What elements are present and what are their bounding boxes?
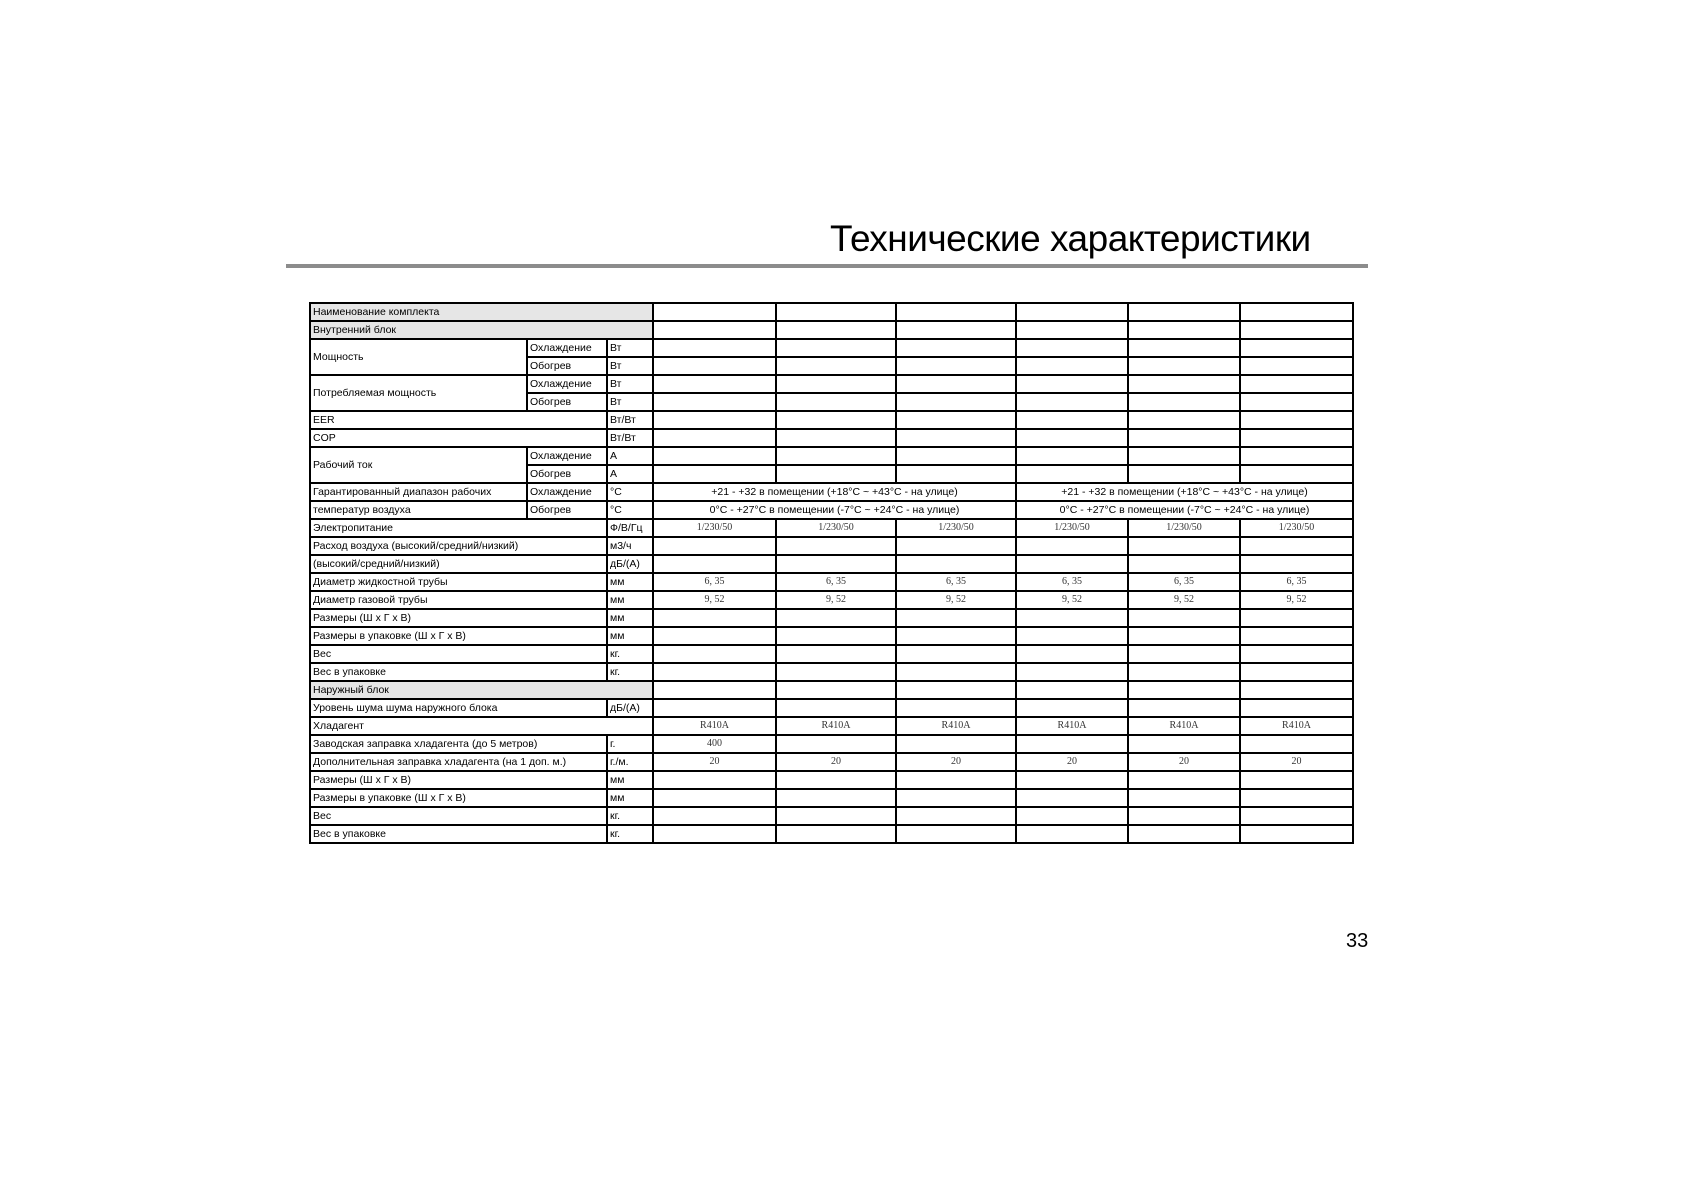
table-cell — [1240, 357, 1353, 375]
table-cell — [653, 303, 776, 321]
row-label: Расход воздуха (высокий/средний/низкий) — [310, 537, 607, 555]
table-cell — [1016, 663, 1128, 681]
value-cell: 9, 52 — [896, 591, 1016, 609]
table-cell — [653, 645, 776, 663]
value-cell: 400 — [653, 735, 776, 753]
unit-label: мм — [607, 573, 653, 591]
table-cell — [653, 699, 776, 717]
table-row — [310, 735, 1353, 753]
table-row — [310, 717, 1353, 735]
table-cell — [653, 789, 776, 807]
table-cell — [1016, 447, 1128, 465]
row-label-line1: Гарантированный диапазон рабочих — [310, 483, 527, 501]
table-cell — [896, 735, 1016, 753]
table-cell — [653, 807, 776, 825]
table-cell — [1128, 681, 1240, 699]
title-divider — [286, 264, 1368, 268]
table-cell — [1016, 771, 1128, 789]
table-cell — [653, 771, 776, 789]
value-cell: R410A — [653, 717, 776, 735]
table-cell — [776, 663, 896, 681]
row-label: Размеры (Ш х Г х В) — [310, 771, 607, 789]
value-cell: 6, 35 — [776, 573, 896, 591]
value-cell: 9, 52 — [1240, 591, 1353, 609]
table-cell — [776, 537, 896, 555]
range-cooling-cell: +21 - +32 в помещении (+18°C ~ +43°C - на улице) — [653, 483, 1016, 501]
table-cell — [1240, 825, 1353, 843]
mode-label: Обогрев — [527, 501, 607, 519]
table-cell — [653, 393, 776, 411]
table-cell — [1240, 339, 1353, 357]
table-cell — [1016, 465, 1128, 483]
value-cell: R410A — [1240, 717, 1353, 735]
table-cell — [1240, 303, 1353, 321]
table-cell — [896, 447, 1016, 465]
table-cell — [1128, 555, 1240, 573]
table-cell — [1128, 303, 1240, 321]
table-cell — [1240, 537, 1353, 555]
table-cell — [1016, 699, 1128, 717]
table-cell — [653, 681, 776, 699]
unit-label: мм — [607, 609, 653, 627]
table-cell — [896, 321, 1016, 339]
mode-label: Охлаждение — [527, 483, 607, 501]
table-cell — [1240, 771, 1353, 789]
value-cell: R410A — [776, 717, 896, 735]
table-row — [310, 699, 1353, 717]
table-cell — [653, 555, 776, 573]
row-label: Хладагент — [310, 717, 653, 735]
unit-label: м3/ч — [607, 537, 653, 555]
unit-label: °C — [607, 483, 653, 501]
value-cell: 20 — [1016, 753, 1128, 771]
table-cell — [1128, 645, 1240, 663]
range-heating-cell: 0°C - +27°C в помещении (-7°C ~ +24°C - на улице) — [1016, 501, 1353, 519]
table-cell — [1016, 735, 1128, 753]
unit-label: А — [607, 447, 653, 465]
row-label: Размеры в упаковке (Ш х Г х В) — [310, 789, 607, 807]
table-cell — [653, 663, 776, 681]
table-row — [310, 753, 1353, 771]
unit-label: г./м. — [607, 753, 653, 771]
table-cell — [776, 303, 896, 321]
unit-label: °C — [607, 501, 653, 519]
value-cell: 6, 35 — [1240, 573, 1353, 591]
table-cell — [1016, 303, 1128, 321]
unit-label: Вт — [607, 339, 653, 357]
row-label: (высокий/средний/низкий) — [310, 555, 607, 573]
value-cell: R410A — [1128, 717, 1240, 735]
table-cell — [1128, 771, 1240, 789]
table-row — [310, 519, 1353, 537]
table-cell — [1016, 411, 1128, 429]
table-cell — [1240, 681, 1353, 699]
table-cell — [1016, 393, 1128, 411]
row-label: Дополнительная заправка хладагента (на 1 доп. м.) — [310, 753, 607, 771]
table-row — [310, 789, 1353, 807]
table-cell — [653, 429, 776, 447]
row-label: Электропитание — [310, 519, 607, 537]
value-cell: 9, 52 — [1016, 591, 1128, 609]
table-cell — [896, 825, 1016, 843]
table-row — [310, 573, 1353, 591]
table-cell — [896, 411, 1016, 429]
mode-label: Обогрев — [527, 393, 607, 411]
unit-label: г. — [607, 735, 653, 753]
table-cell — [1128, 393, 1240, 411]
table-cell — [896, 375, 1016, 393]
range-heating-cell: 0°C - +27°C в помещении (-7°C ~ +24°C - на улице) — [653, 501, 1016, 519]
table-cell — [1128, 699, 1240, 717]
value-cell: 1/230/50 — [776, 519, 896, 537]
table-cell — [896, 663, 1016, 681]
table-cell — [1016, 357, 1128, 375]
table-cell — [896, 303, 1016, 321]
unit-label: Вт — [607, 357, 653, 375]
table-cell — [1128, 465, 1240, 483]
value-cell: 20 — [653, 753, 776, 771]
row-label: Размеры (Ш х Г х В) — [310, 609, 607, 627]
table-cell — [1128, 357, 1240, 375]
table-cell — [1240, 645, 1353, 663]
value-cell: 9, 52 — [1128, 591, 1240, 609]
table-row — [310, 483, 1353, 501]
table-row — [310, 555, 1353, 573]
unit-label: Вт/Вт — [607, 411, 653, 429]
table-cell — [776, 375, 896, 393]
table-cell — [1016, 627, 1128, 645]
table-cell — [1016, 681, 1128, 699]
table-cell — [1240, 735, 1353, 753]
table-cell — [1016, 321, 1128, 339]
row-label: Размеры в упаковке (Ш х Г х В) — [310, 627, 607, 645]
table-cell — [776, 825, 896, 843]
table-cell — [1128, 627, 1240, 645]
unit-label: А — [607, 465, 653, 483]
value-cell: 1/230/50 — [1016, 519, 1128, 537]
table-cell — [896, 681, 1016, 699]
table-cell — [653, 825, 776, 843]
row-label: Наружный блок — [310, 681, 653, 699]
table-cell — [776, 807, 896, 825]
table-cell — [653, 609, 776, 627]
table-cell — [776, 609, 896, 627]
table-cell — [1240, 321, 1353, 339]
unit-label: Ф/В/Гц — [607, 519, 653, 537]
unit-label: кг. — [607, 807, 653, 825]
mode-label: Охлаждение — [527, 447, 607, 465]
table-cell — [776, 771, 896, 789]
table-row — [310, 609, 1353, 627]
table-cell — [1128, 789, 1240, 807]
row-label: Вес — [310, 645, 607, 663]
table-cell — [776, 789, 896, 807]
range-cooling-cell: +21 - +32 в помещении (+18°C ~ +43°C - на улице) — [1016, 483, 1353, 501]
table-cell — [896, 699, 1016, 717]
table-row — [310, 627, 1353, 645]
table-row — [310, 411, 1353, 429]
table-cell — [896, 339, 1016, 357]
row-label: Внутренний блок — [310, 321, 653, 339]
table-cell — [776, 411, 896, 429]
row-label: EER — [310, 411, 607, 429]
value-cell: 6, 35 — [653, 573, 776, 591]
table-cell — [1016, 555, 1128, 573]
row-label: Уровень шума шума наружного блока — [310, 699, 607, 717]
table-cell — [776, 555, 896, 573]
unit-label: Вт — [607, 393, 653, 411]
table-cell — [896, 789, 1016, 807]
table-cell — [896, 771, 1016, 789]
unit-label: кг. — [607, 663, 653, 681]
unit-label: мм — [607, 591, 653, 609]
table-cell — [776, 357, 896, 375]
table-cell — [1128, 321, 1240, 339]
specifications-table — [309, 302, 1354, 844]
table-cell — [653, 357, 776, 375]
table-row — [310, 663, 1353, 681]
table-cell — [776, 465, 896, 483]
row-label: Заводская заправка хладагента (до 5 метров) — [310, 735, 607, 753]
unit-label: дБ/(А) — [607, 555, 653, 573]
table-cell — [1240, 789, 1353, 807]
mode-label: Обогрев — [527, 357, 607, 375]
table-cell — [653, 537, 776, 555]
table-cell — [896, 645, 1016, 663]
row-label: Вес — [310, 807, 607, 825]
table-cell — [896, 429, 1016, 447]
value-cell: 6, 35 — [1016, 573, 1128, 591]
row-label: Вес в упаковке — [310, 663, 607, 681]
table-cell — [776, 681, 896, 699]
value-cell: R410A — [896, 717, 1016, 735]
table-row — [310, 645, 1353, 663]
value-cell: 9, 52 — [653, 591, 776, 609]
mode-label: Охлаждение — [527, 375, 607, 393]
table-cell — [1016, 807, 1128, 825]
table-cell — [1016, 375, 1128, 393]
table-cell — [896, 465, 1016, 483]
table-cell — [776, 699, 896, 717]
table-cell — [776, 645, 896, 663]
table-cell — [653, 339, 776, 357]
value-cell: 20 — [1128, 753, 1240, 771]
table-cell — [1016, 609, 1128, 627]
row-label: Наименование комплекта — [310, 303, 653, 321]
table-cell — [1128, 807, 1240, 825]
table-cell — [1240, 699, 1353, 717]
table-cell — [1128, 375, 1240, 393]
table-cell — [1016, 429, 1128, 447]
table-cell — [1240, 555, 1353, 573]
table-cell — [1240, 465, 1353, 483]
value-cell: 1/230/50 — [653, 519, 776, 537]
table-cell — [896, 357, 1016, 375]
table-row — [310, 771, 1353, 789]
table-row — [310, 537, 1353, 555]
unit-label: мм — [607, 771, 653, 789]
mode-label: Охлаждение — [527, 339, 607, 357]
row-label: COP — [310, 429, 607, 447]
unit-label: мм — [607, 627, 653, 645]
table-cell — [1016, 789, 1128, 807]
table-row — [310, 447, 1353, 465]
value-cell: R410A — [1016, 717, 1128, 735]
table-row — [310, 321, 1353, 339]
table-cell — [896, 537, 1016, 555]
mode-label: Обогрев — [527, 465, 607, 483]
unit-label: мм — [607, 789, 653, 807]
page-number: 33 — [1346, 930, 1369, 952]
table-cell — [1128, 411, 1240, 429]
table-cell — [1240, 663, 1353, 681]
table-cell — [896, 555, 1016, 573]
table-cell — [776, 429, 896, 447]
value-cell: 1/230/50 — [1128, 519, 1240, 537]
table-cell — [776, 393, 896, 411]
table-cell — [653, 465, 776, 483]
table-cell — [1016, 645, 1128, 663]
row-label: Диаметр газовой трубы — [310, 591, 607, 609]
value-cell: 6, 35 — [1128, 573, 1240, 591]
table-cell — [776, 339, 896, 357]
table-cell — [1240, 609, 1353, 627]
table-cell — [1240, 627, 1353, 645]
value-cell: 20 — [896, 753, 1016, 771]
table-cell — [1128, 663, 1240, 681]
table-cell — [896, 609, 1016, 627]
unit-label: Вт — [607, 375, 653, 393]
table-cell — [653, 375, 776, 393]
table-cell — [653, 321, 776, 339]
table-row — [310, 303, 1353, 321]
table-cell — [1016, 537, 1128, 555]
value-cell: 20 — [1240, 753, 1353, 771]
table-cell — [776, 735, 896, 753]
table-cell — [653, 447, 776, 465]
table-cell — [1240, 429, 1353, 447]
table-row — [310, 429, 1353, 447]
table-cell — [653, 627, 776, 645]
table-cell — [896, 393, 1016, 411]
table-cell — [1128, 339, 1240, 357]
table-cell — [1128, 447, 1240, 465]
unit-label: Вт/Вт — [607, 429, 653, 447]
row-label: Вес в упаковке — [310, 825, 607, 843]
unit-label: кг. — [607, 645, 653, 663]
row-label: Потребляемая мощность — [310, 375, 527, 411]
row-label: Диаметр жидкостной трубы — [310, 573, 607, 591]
table-row — [310, 375, 1353, 393]
table-cell — [1016, 339, 1128, 357]
row-label: Мощность — [310, 339, 527, 375]
table-cell — [1240, 807, 1353, 825]
value-cell: 1/230/50 — [1240, 519, 1353, 537]
table-cell — [653, 411, 776, 429]
table-cell — [1128, 609, 1240, 627]
row-label-line2: температур воздуха — [310, 501, 527, 519]
table-row — [310, 807, 1353, 825]
table-row — [310, 339, 1353, 357]
table-cell — [896, 807, 1016, 825]
table-cell — [1128, 825, 1240, 843]
value-cell: 1/230/50 — [896, 519, 1016, 537]
unit-label: дБ/(А) — [607, 699, 653, 717]
table-row — [310, 825, 1353, 843]
page-title: Технические характеристики — [830, 218, 1311, 259]
table-cell — [1128, 537, 1240, 555]
value-cell: 6, 35 — [896, 573, 1016, 591]
table-cell — [776, 447, 896, 465]
table-row — [310, 591, 1353, 609]
value-cell: 20 — [776, 753, 896, 771]
unit-label: кг. — [607, 825, 653, 843]
table-row — [310, 501, 1353, 519]
table-cell — [1240, 411, 1353, 429]
table-cell — [896, 627, 1016, 645]
table-cell — [1016, 825, 1128, 843]
table-cell — [776, 321, 896, 339]
table-cell — [776, 627, 896, 645]
table-cell — [1240, 393, 1353, 411]
table-cell — [1128, 735, 1240, 753]
row-label: Рабочий ток — [310, 447, 527, 483]
value-cell: 9, 52 — [776, 591, 896, 609]
table-row — [310, 681, 1353, 699]
table-cell — [1240, 447, 1353, 465]
table-cell — [1240, 375, 1353, 393]
table-cell — [1128, 429, 1240, 447]
